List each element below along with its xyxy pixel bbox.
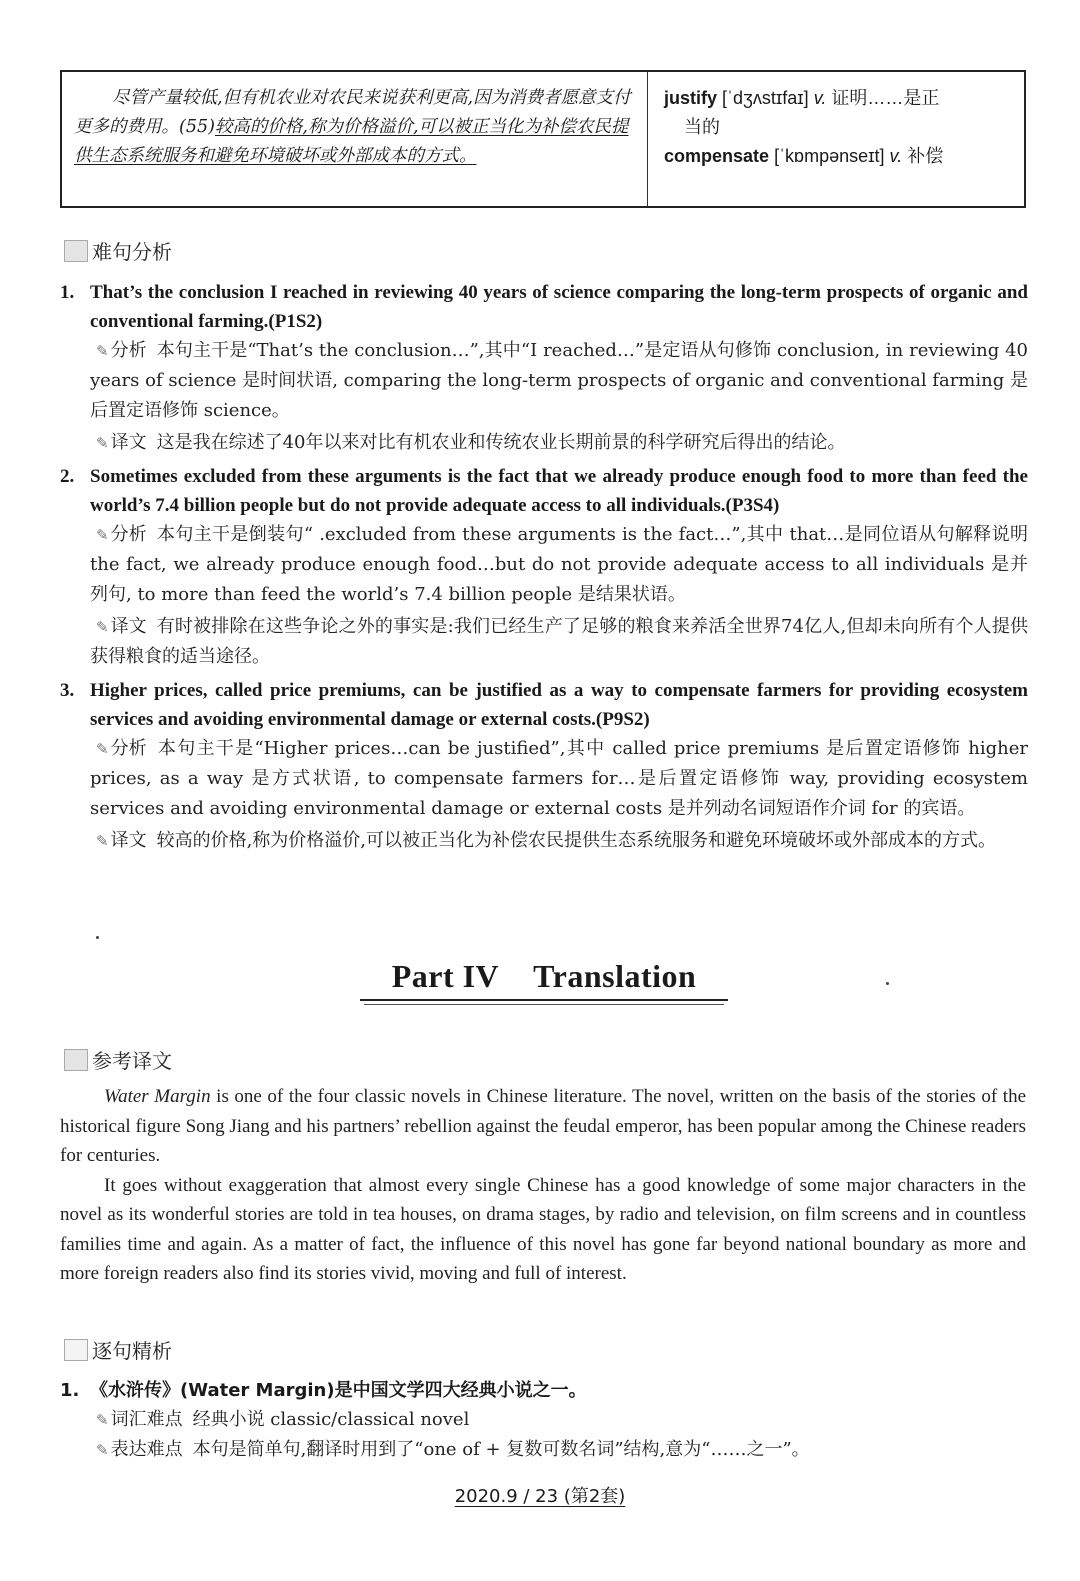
reference-translation (60, 1082, 1026, 1289)
part-title-text: Translation (533, 958, 697, 994)
chinese-plain-text: 尽管产量较低,但有机农业对农民来说获利更高,因为消费者愿意支付更多的费用。(55) (74, 88, 631, 137)
part-heading-rule (364, 1004, 724, 1005)
pen-icon: ✎ (96, 1441, 109, 1459)
pen-icon: ✎ (96, 526, 109, 544)
pen-icon: ✎ (96, 434, 109, 452)
pen-icon: ✎ (96, 618, 109, 636)
sentence-english (60, 676, 1028, 734)
sentence-text: That’s the conclusion I reached in reviewing 40 years of science comparing the long-term prospects of organic and conventional farming.(P1S2) (90, 282, 1028, 332)
translation-text: 有时被排除在这些争论之外的事实是:我们已经生产了足够的粮食来养活全世界74亿人,但却未向所有个人提供获得粮食的适当途径。 (90, 616, 1028, 667)
reference-table (60, 70, 1026, 208)
analysis-tag-label: 分析 (110, 340, 147, 361)
chinese-underlined-text: 较高的价格,称为价格溢价,可以被正当化为补偿农民提供生态系统服务和避免环境破坏或外部成本的方式。 (74, 117, 629, 166)
vocab-definition-cont: 当的 (684, 117, 720, 137)
vocab-word: compensate (664, 146, 770, 166)
expression-tag (96, 1435, 183, 1465)
analysis-tag (96, 734, 147, 764)
translation-tag (96, 826, 147, 856)
vocab-tag (96, 1405, 183, 1435)
vocab-phonetic: [ˈdʒʌstɪfaɪ] (722, 88, 809, 108)
translation-tag (96, 612, 147, 642)
vocab-definition: 证明……是正 (831, 88, 940, 108)
expression-difficulty (60, 1435, 1028, 1465)
vocab-word: justify (664, 88, 718, 108)
expression-difficulty-text: 本句是简单句,翻译时用到了“one of + 复数可数名词”结构,意为“……之一”。 (192, 1439, 810, 1460)
reference-paragraph: It goes without exaggeration that almost every single Chinese has a good knowledge of some major characters in the novel as its wonderful stories are told in tea houses, on drama stages, by radio and television, on film screens and in countless families time and again. As a matter of fact, the influence of this novel has gone far beyond national boundary as more and more foreign readers also find its stories vivid, moving and full of interest. (60, 1174, 1026, 1284)
part-heading-rule (360, 999, 728, 1001)
reference-table-chinese (62, 72, 648, 206)
sentence-text: Higher prices, called price premiums, can be justified as a way to compensate farmers for providing ecosystem services and avoiding environmental damage or external costs.(P9S2) (90, 680, 1028, 730)
vocab-pos: v. (813, 88, 827, 108)
sentence-number: 1. (60, 282, 75, 303)
vocab-difficulty (60, 1405, 1028, 1435)
analysis-tag (96, 336, 147, 366)
vocab-pos: v. (889, 146, 903, 166)
difficult-sentence (60, 278, 1028, 458)
source-sentence (60, 1376, 1028, 1405)
pen-icon: ✎ (96, 1411, 109, 1429)
expression-tag-label: 表达难点 (110, 1439, 183, 1460)
section-heading-label: 难句分析 (92, 240, 172, 264)
translation-paragraph (60, 612, 1028, 672)
part-heading (360, 958, 728, 995)
section-marker-icon (64, 240, 88, 262)
sentence-analysis-item (60, 1376, 1028, 1465)
translation-tag-label: 译文 (110, 432, 147, 453)
vocab-definition: 补偿 (907, 146, 944, 166)
translation-tag-label: 译文 (110, 830, 147, 851)
analysis-tag-label: 分析 (110, 524, 147, 545)
part-label: Part IV (391, 958, 500, 994)
speck (886, 982, 889, 985)
novel-title: Water Margin (104, 1086, 211, 1107)
analysis-tag (96, 520, 147, 550)
vocab-tag-label: 词汇难点 (110, 1409, 183, 1430)
section-heading-label: 参考译文 (92, 1049, 172, 1073)
sentence-number: 1. (60, 1380, 80, 1401)
vocab-entry (664, 84, 1012, 142)
analysis-text: 本句主干是“Higher prices…can be justified”,其中 called price premiums 是后置定语修饰 higher prices, as a way 是方式状语, to compensate farmers for…是后置定语修饰 way, providing ecosystem services and avoiding environmental damage or external costs 是并列动名词短语作介词 for 的宾语。 (90, 738, 1028, 819)
sentence-number: 3. (60, 680, 75, 701)
section-heading-reference (64, 1045, 172, 1074)
section-marker-icon (64, 1049, 88, 1071)
translation-tag (96, 428, 147, 458)
analysis-text: 本句主干是倒装句“ .excluded from these arguments is the fact…”,其中 that…是同位语从句解释说明 the fact, we already produce enough food…but do not provide adequate access to all individuals 是并列句, to more than feed the world’s 7.4 billion people 是结果状语。 (90, 524, 1028, 605)
page-number: 2020.9 / 23 (第2套) (454, 1486, 626, 1507)
translation-paragraph (60, 428, 1028, 458)
analysis-paragraph (60, 336, 1028, 426)
difficult-sentence (60, 676, 1028, 856)
reference-table-vocab (648, 72, 1024, 206)
pen-icon: ✎ (96, 342, 109, 360)
reference-paragraph (60, 1082, 1026, 1171)
page-footer (0, 1482, 1080, 1508)
source-sentence-text: 《水浒传》(Water Margin)是中国文学四大经典小说之一。 (90, 1380, 587, 1401)
analysis-paragraph (60, 520, 1028, 610)
vocab-phonetic: [ˈkɒmpənseɪt] (774, 146, 885, 166)
pen-icon: ✎ (96, 832, 109, 850)
speck (96, 936, 99, 939)
section-marker-icon (64, 1339, 88, 1361)
pen-icon: ✎ (96, 740, 109, 758)
vocab-difficulty-text: 经典小说 classic/classical novel (192, 1409, 470, 1430)
analysis-tag-label: 分析 (110, 738, 147, 759)
analysis-text: 本句主干是“That’s the conclusion…”,其中“I reached…”是定语从句修饰 conclusion, in reviewing 40 years of science 是时间状语, comparing the long-term prospects of organic and conventional farming 是后置定语修饰 science。 (90, 340, 1028, 421)
paragraph-text: is one of the four classic novels in Chinese literature. The novel, written on the basis of the stories of the historical figure Song Jiang and his partners’ rebellion against the feudal emperor, has been popular among the Chinese readers for centuries. (60, 1086, 1027, 1166)
section-heading-sentence (64, 1335, 172, 1364)
translation-text: 较高的价格,称为价格溢价,可以被正当化为补偿农民提供生态系统服务和避免环境破坏或外部成本的方式。 (156, 830, 997, 851)
section-heading-label: 逐句精析 (92, 1339, 172, 1363)
analysis-paragraph (60, 734, 1028, 824)
sentence-number: 2. (60, 466, 75, 487)
translation-paragraph (60, 826, 1028, 856)
sentence-english (60, 462, 1028, 520)
sentence-text: Sometimes excluded from these arguments is the fact that we already produce enough food to more than feed the world’s 7.4 billion people but do not provide adequate access to all individuals.(P3S4) (90, 466, 1028, 516)
difficult-sentence (60, 462, 1028, 672)
translation-text: 这是我在综述了40年以来对比有机农业和传统农业长期前景的科学研究后得出的结论。 (156, 432, 846, 453)
section-heading-difficult (64, 236, 172, 265)
vocab-entry (664, 142, 1012, 171)
translation-tag-label: 译文 (110, 616, 147, 637)
sentence-english (60, 278, 1028, 336)
